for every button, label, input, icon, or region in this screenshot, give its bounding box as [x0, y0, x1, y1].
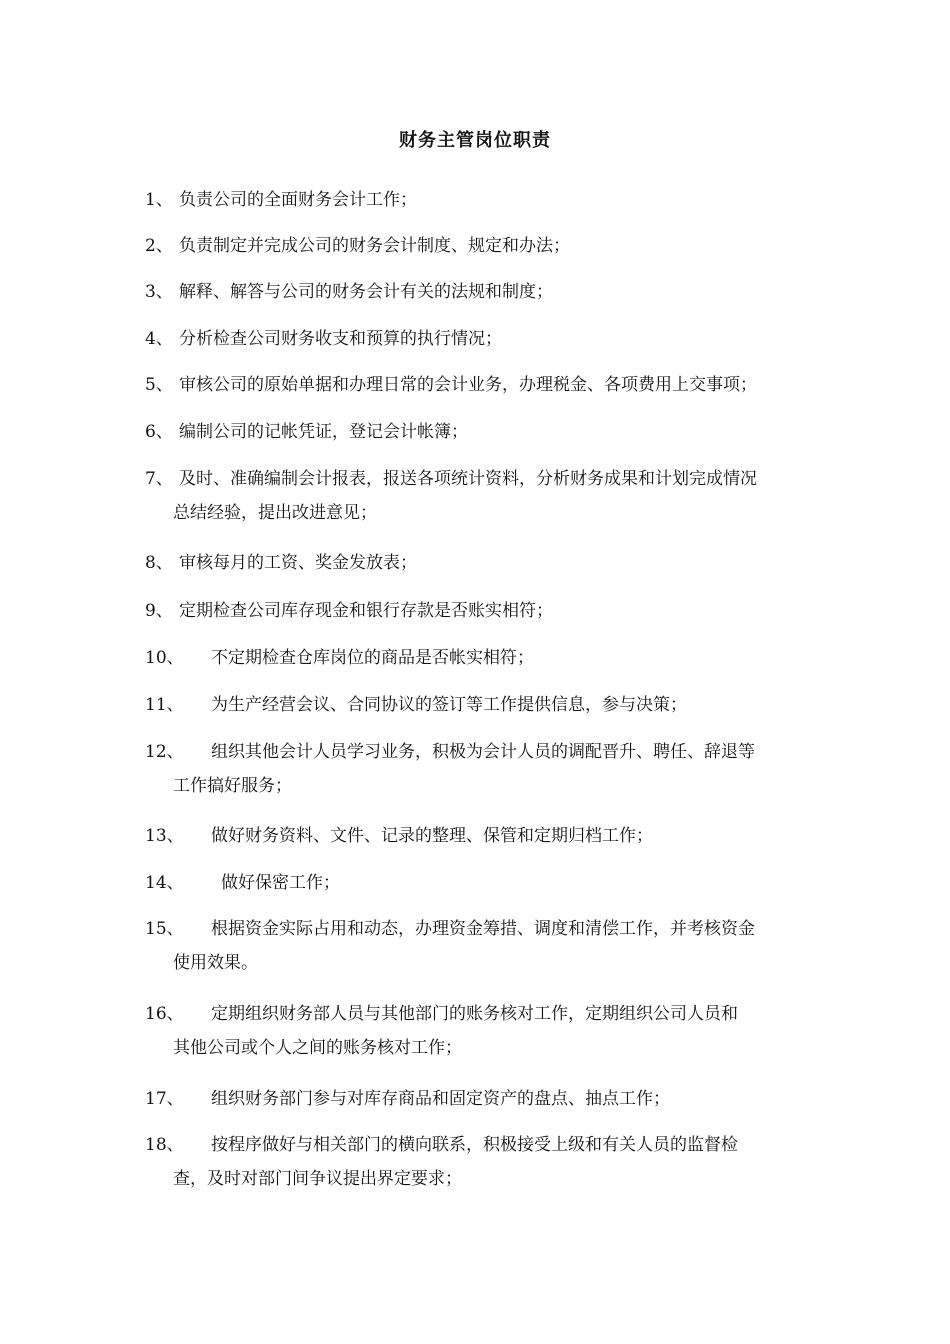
item-number: 3、 — [145, 282, 173, 302]
list-item — [145, 688, 815, 722]
item-text: 组织其他会计人员学习业务，积极为会计人员的调配晋升、聘任、辞退等 — [211, 742, 755, 762]
item-number: 1、 — [145, 190, 173, 210]
item-text: 根据资金实际占用和动态，办理资金筹措、调度和清偿工作，并考核资金 — [211, 919, 755, 939]
page-title: 财务主管岗位职责 — [399, 130, 551, 151]
item-number: 6、 — [145, 422, 173, 442]
item-text-continued: 总结经验，提出改进意见； — [173, 503, 377, 523]
list-item — [145, 819, 815, 853]
item-number: 17、 — [145, 1089, 184, 1109]
item-text: 解释、解答与公司的财务会计有关的法规和制度； — [179, 282, 553, 302]
item-text: 按程序做好与相关部门的横向联系，积极接受上级和有关人员的监督检 — [211, 1135, 738, 1155]
list-item — [145, 415, 815, 449]
list-item — [145, 912, 815, 980]
item-number: 7、 — [145, 469, 173, 489]
item-number: 15、 — [145, 919, 184, 939]
item-number: 16、 — [145, 1004, 184, 1024]
list-item — [145, 866, 815, 900]
item-text: 及时、准确编制会计报表，报送各项统计资料，分析财务成果和计划完成情况 — [179, 469, 757, 489]
item-number: 12、 — [145, 742, 184, 762]
item-number: 8、 — [145, 553, 173, 573]
list-item — [145, 641, 815, 675]
item-number: 9、 — [145, 601, 173, 621]
list-item — [145, 1128, 815, 1196]
item-number: 4、 — [145, 329, 173, 349]
item-number: 18、 — [145, 1135, 184, 1155]
list-item — [145, 183, 815, 217]
item-text: 审核公司的原始单据和办理日常的会计业务，办理税金、各项费用上交事项； — [179, 375, 757, 395]
item-text-continued: 查，及时对部门间争议提出界定要求； — [173, 1169, 462, 1189]
item-text: 做好财务资料、文件、记录的整理、保管和定期归档工作； — [211, 826, 653, 846]
item-number: 10、 — [145, 648, 184, 668]
item-number: 5、 — [145, 375, 173, 395]
list-item — [145, 546, 815, 580]
item-text: 定期组织财务部人员与其他部门的账务核对工作，定期组织公司人员和 — [211, 1004, 738, 1024]
item-text: 为生产经营会议、合同协议的签订等工作提供信息，参与决策； — [211, 695, 687, 715]
item-text: 做好保密工作； — [221, 873, 340, 893]
item-text: 负责制定并完成公司的财务会计制度、规定和办法； — [179, 236, 570, 256]
item-text: 不定期检查仓库岗位的商品是否帐实相符； — [211, 648, 534, 668]
item-number: 11、 — [145, 695, 184, 715]
item-text-continued: 其他公司或个人之间的账务核对工作； — [173, 1038, 462, 1058]
item-text: 负责公司的全面财务会计工作； — [179, 190, 417, 210]
item-text: 编制公司的记帐凭证，登记会计帐簿； — [179, 422, 468, 442]
item-text: 分析检查公司财务收支和预算的执行情况； — [179, 329, 502, 349]
item-number: 14、 — [145, 873, 184, 893]
item-text-continued: 工作搞好服务； — [173, 776, 292, 796]
item-number: 2、 — [145, 236, 173, 256]
list-item — [145, 229, 815, 263]
list-item — [145, 322, 815, 356]
list-item — [145, 1082, 815, 1116]
item-text: 定期检查公司库存现金和银行存款是否账实相符； — [179, 601, 553, 621]
item-text-continued: 使用效果。 — [173, 953, 258, 973]
list-item — [145, 735, 815, 803]
list-item — [145, 462, 815, 530]
list-item — [145, 997, 815, 1065]
list-item — [145, 275, 815, 309]
list-item — [145, 368, 815, 402]
item-text: 组织财务部门参与对库存商品和固定资产的盘点、抽点工作； — [211, 1089, 670, 1109]
list-item — [145, 594, 815, 628]
item-text: 审核每月的工资、奖金发放表； — [179, 553, 417, 573]
item-number: 13、 — [145, 826, 184, 846]
